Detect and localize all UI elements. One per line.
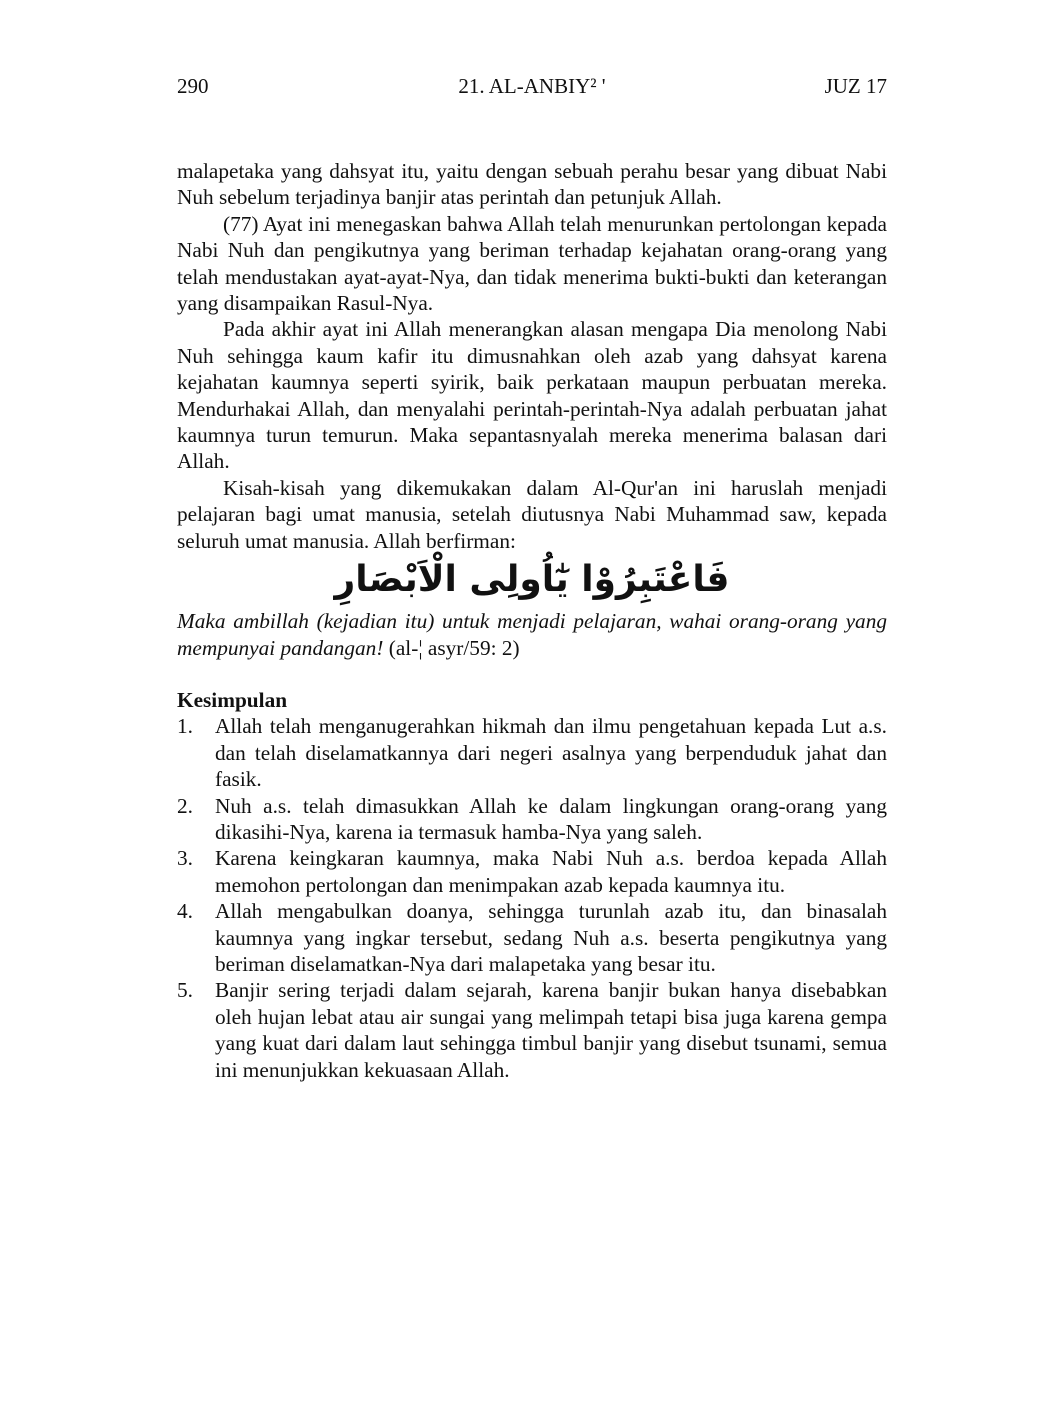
item-number: 2.	[177, 793, 193, 818]
running-header	[177, 74, 887, 102]
item-number: 4.	[177, 899, 193, 924]
item-text: Allah mengabulkan doanya, sehingga turunlah azab itu, dan binasalah kaumnya yang ingkar tersebut, sedang Nuh a.s. beserta pengikutnya yang beriman diselamatkan-Nya dari malapetaka yang besar itu.	[215, 899, 887, 976]
list-item	[177, 977, 887, 1083]
item-text: Nuh a.s. telah dimasukkan Allah ke dalam lingkungan orang-orang yang dikasihi-Nya, karena ia termasuk hamba-Nya yang saleh.	[215, 793, 887, 844]
paragraph-continuation: malapetaka yang dahsyat itu, yaitu dengan sebuah perahu besar yang dibuat Nabi Nuh sebelum terjadinya banjir atas perintah dan petunjuk Allah.	[177, 159, 887, 210]
list-item	[177, 845, 887, 898]
item-text: Allah telah menganugerahkan hikmah dan ilmu pengetahuan kepada Lut a.s. dan telah diselamatkannya dari negeri asalnya yang berpenduduk jahat dan fasik.	[215, 714, 887, 792]
list-item	[177, 713, 887, 792]
conclusion-list	[177, 713, 887, 1083]
item-text: Banjir sering terjadi dalam sejarah, karena banjir bukan hanya disebabkan oleh hujan lebat atau air sungai yang melimpah tetapi bisa juga karena gempa yang kuat dari dalam laut sehingga timbul banjir yang disebut tsunami, semua ini menunjukkan kekuasaan Allah.	[215, 978, 887, 1082]
chapter-title: 21. AL-ANBIY² '	[458, 74, 606, 98]
list-item	[177, 793, 887, 846]
page-body	[177, 158, 887, 1083]
conclusion-heading: Kesimpulan	[177, 687, 288, 712]
juz-label: JUZ 17	[824, 74, 887, 98]
item-number: 5.	[177, 978, 193, 1003]
arabic-verse: فَاعْتَبِرُوْا يٰٓاُولِى الْاَبْصَارِ	[334, 559, 730, 601]
paragraph-lesson: Kisah-kisah yang dikemukakan dalam Al-Qur'an ini haruslah menjadi pelajaran bagi umat manusia, setelah diutusnya Nabi Muhammad saw, kepada seluruh umat manusia. Allah berfirman:	[177, 475, 887, 553]
translation-text: Maka ambillah (kejadian itu) untuk menjadi pelajaran, wahai orang-orang yang mempunyai pandangan!	[177, 609, 887, 660]
list-item	[177, 898, 887, 977]
item-number: 1.	[177, 714, 193, 739]
paragraph-reason: Pada akhir ayat ini Allah menerangkan alasan mengapa Dia menolong Nabi Nuh sehingga kaum kafir itu dimusnahkan oleh azab yang dahsyat karena kejahatan kaumnya seperti syirik, baik perkataan maupun perbuatan mereka. Mendurhakai Allah, dan menyalahi perintah-perintah-Nya adalah perbuatan jahat kaumnya turun temurun. Maka sepantasnyalah mereka menerima balasan dari Allah.	[177, 317, 887, 474]
page-number: 290	[177, 74, 209, 98]
paragraph-verse-77: (77) Ayat ini menegaskan bahwa Allah telah menurunkan pertolongan kepada Nabi Nuh dan pengikutnya yang beriman terhadap kejahatan orang-orang yang telah mendustakan ayat-ayat-Nya, dan tidak menerima bukti-bukti dan keterangan yang disampaikan Rasul-Nya.	[177, 211, 887, 316]
verse-reference: (al-¦ asyr/59: 2)	[383, 635, 520, 660]
verse-translation	[177, 608, 887, 661]
item-text: Karena keingkaran kaumnya, maka Nabi Nuh a.s. berdoa kepada Allah memohon pertolongan dan menimpakan azab kepada kaumnya itu.	[215, 846, 887, 897]
item-number: 3.	[177, 846, 193, 871]
